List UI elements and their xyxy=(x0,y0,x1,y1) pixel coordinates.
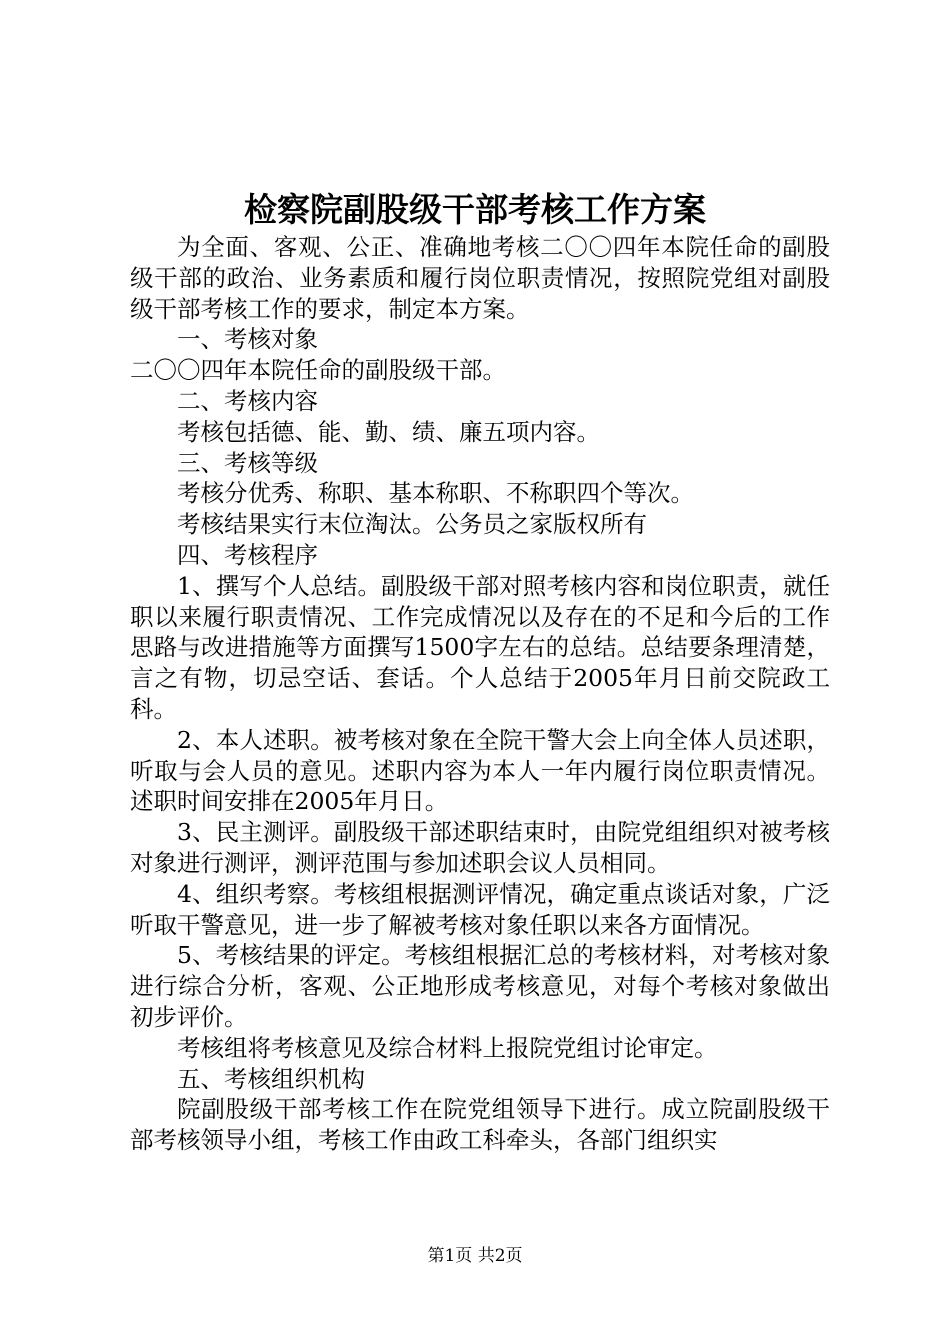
paragraph-organization: 院副股级干部考核工作在院党组领导下进行。成立院副股级干部考核领导小组，考核工作由政工科牵头，各部门组织实 xyxy=(130,1095,830,1155)
paragraph-elimination: 考核结果实行末位淘汰。公务员之家版权所有 xyxy=(177,510,647,539)
page-number-footer: 第1页 共2页 xyxy=(427,1246,523,1266)
paragraph-grades: 考核分优秀、称职、基本称职、不称职四个等次。 xyxy=(177,479,694,508)
section-heading-2: 二、考核内容 xyxy=(177,386,318,415)
paragraph-step-2: 2、本人述职。被考核对象在全院干警大会上向全体人员述职，听取与会人员的意见。述职内容为本人一年内履行岗位职责情况。述职时间安排在2005年月日。 xyxy=(130,725,830,816)
paragraph-step-3: 3、民主测评。副股级干部述职结束时，由院党组组织对被考核对象进行测评，测评范围与参加述职会议人员相同。 xyxy=(130,818,830,877)
document-title: 检察院副股级干部考核工作方案 xyxy=(244,190,706,229)
paragraph-intro: 为全面、客观、公正、准确地考核二〇〇四年本院任命的副股级干部的政治、业务素质和履行岗位职责情况，按照院党组对副股级干部考核工作的要求，制定本方案。 xyxy=(130,233,830,323)
document-body xyxy=(130,232,830,1156)
section-heading-4: 四、考核程序 xyxy=(177,540,318,569)
section-heading-5: 五、考核组织机构 xyxy=(177,1064,365,1093)
section-heading-1: 一、考核对象 xyxy=(177,325,318,354)
paragraph-report: 考核组将考核意见及综合材料上报院党组讨论审定。 xyxy=(177,1033,718,1062)
paragraph-target: 二〇〇四年本院任命的副股级干部。 xyxy=(130,356,506,385)
section-heading-3: 三、考核等级 xyxy=(177,448,318,477)
paragraph-step-5: 5、考核结果的评定。考核组根据汇总的考核材料，对考核对象进行综合分析，客观、公正地形成考核意见，对每个考核对象做出初步评价。 xyxy=(130,941,830,1031)
paragraph-step-4: 4、组织考察。考核组根据测评情况，确定重点谈话对象，广泛听取干警意见，进一步了解被考核对象任职以来各方面情况。 xyxy=(130,879,830,939)
paragraph-step-1: 1、撰写个人总结。副股级干部对照考核内容和岗位职责，就任职以来履行职责情况、工作完成情况以及存在的不足和今后的工作思路与改进措施等方面撰写1500字左右的总结。总结要条理清楚，言之有物，切忌空话、套话。个人总结于2005年月日前交院政工科。 xyxy=(130,571,830,723)
paragraph-content: 考核包括德、能、勤、绩、廉五项内容。 xyxy=(177,417,600,446)
